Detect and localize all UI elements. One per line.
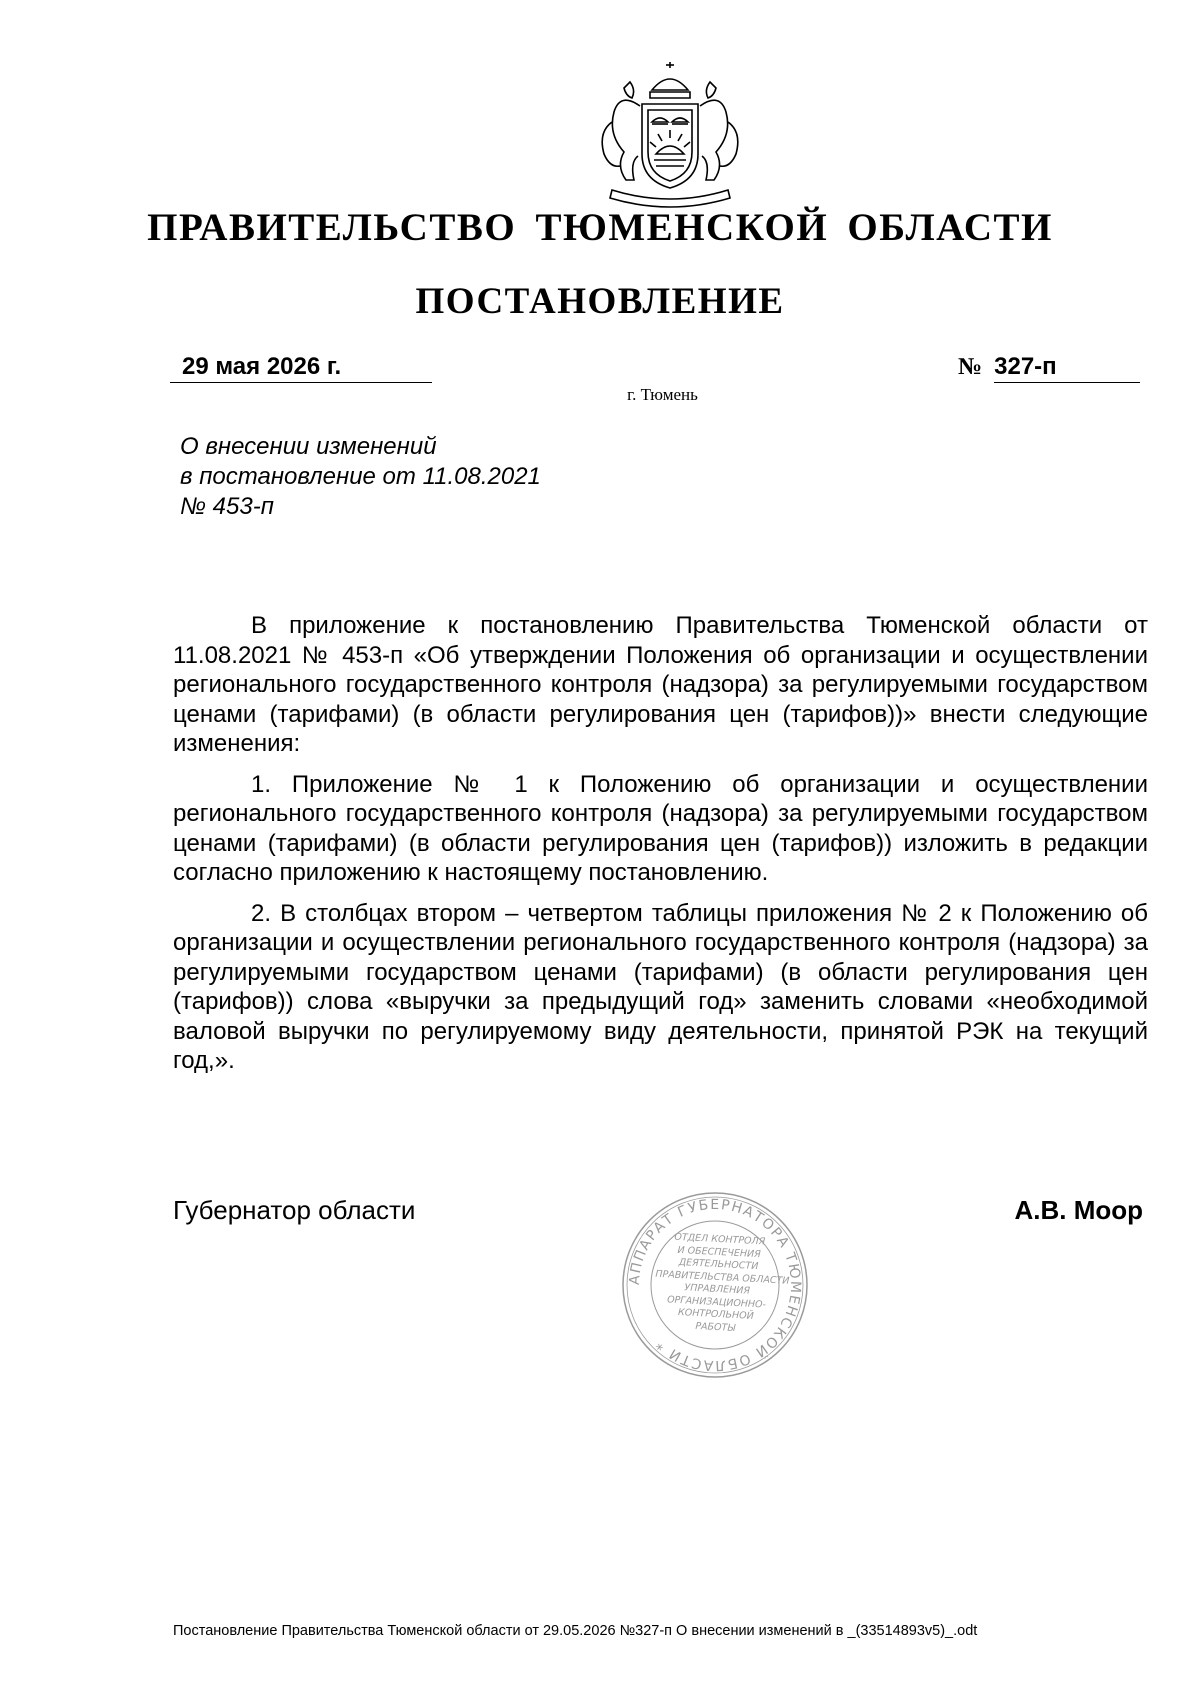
document-date: 29 мая 2026 г. [170, 352, 432, 383]
subject-line: О внесении изменений [180, 433, 437, 460]
stamp-line: ПРАВИТЕЛЬСТВА ОБЛАСТИ [655, 1268, 790, 1287]
stamp-ring-text: АППАРАТ ГУБЕРНАТОРА ТЮМЕНСКОЙ ОБЛАСТИ * [626, 1196, 804, 1374]
stamp-line: КОНТРОЛЬНОЙ [677, 1306, 755, 1322]
document-body [173, 611, 1148, 1087]
footer-filename: Постановление Правительства Тюменской области от 29.05.2026 №327-п О внесении изменений в _(33514893v5)_.odt [173, 1623, 978, 1639]
stamp-line: ДЕЯТЕЛЬНОСТИ [678, 1256, 759, 1273]
org-title: ПРАВИТЕЛЬСТВО ТЮМЕНСКОЙ ОБЛАСТИ [147, 206, 1053, 249]
stamp-line: РАБОТЫ [695, 1320, 736, 1334]
document-number [958, 352, 1140, 383]
city: г. Тюмень [627, 385, 698, 404]
number-value: 327-п [994, 352, 1140, 383]
body-paragraph: В приложение к постановлению Правительства Тюменской области от 11.08.2021 № 453-п «Об утверждении Положения об организации и осуществлении регионального государственного контроля (надзора) за регулируемыми государством ценами (тарифами) (в области регулирования цен (тарифов))» внести следующие изменения: [173, 612, 1148, 757]
number-sign: № [958, 354, 983, 380]
signatory-role: Губернатор области [173, 1195, 416, 1225]
stamp-line: И ОБЕСПЕЧЕНИЯ [677, 1244, 762, 1260]
body-paragraph: 1. Приложение № 1 к Положению об организации и осуществлении регионального государственного контроля (надзора) за регулируемыми государством ценами (тарифами) (в области регулирования цен (тарифов)) изложить в редакции согласно приложению к настоящему постановлению. [173, 770, 1148, 886]
subject-line: в постановление от 11.08.2021 [180, 463, 541, 490]
stamp-line: ОТДЕЛ КОНТРОЛЯ [674, 1231, 766, 1248]
coat-of-arms-icon [590, 62, 750, 212]
subject-line: № 453-п [180, 493, 274, 520]
body-paragraph: 2. В столбцах втором – четвертом таблицы приложения № 2 к Положению об организации и осуществлении регионального государственного контроля (надзора) за регулируемыми государством ценами (тарифами) (в области регулирования цен (тарифов)) слова «выручки за предыдущий год» заменить словами «необходимой валовой выручки по регулируемому виду деятельности, принятой РЭК на текущий год,». [173, 899, 1148, 1074]
signatory-name: А.В. Моор [1014, 1195, 1143, 1225]
stamp-line: УПРАВЛЕНИЯ [684, 1282, 751, 1297]
document-subject [180, 432, 541, 522]
stamp-inner-text [652, 1231, 790, 1337]
document-type: ПОСТАНОВЛЕНИЕ [415, 281, 785, 322]
stamp-line: ОРГАНИЗАЦИОННО- [666, 1293, 767, 1311]
